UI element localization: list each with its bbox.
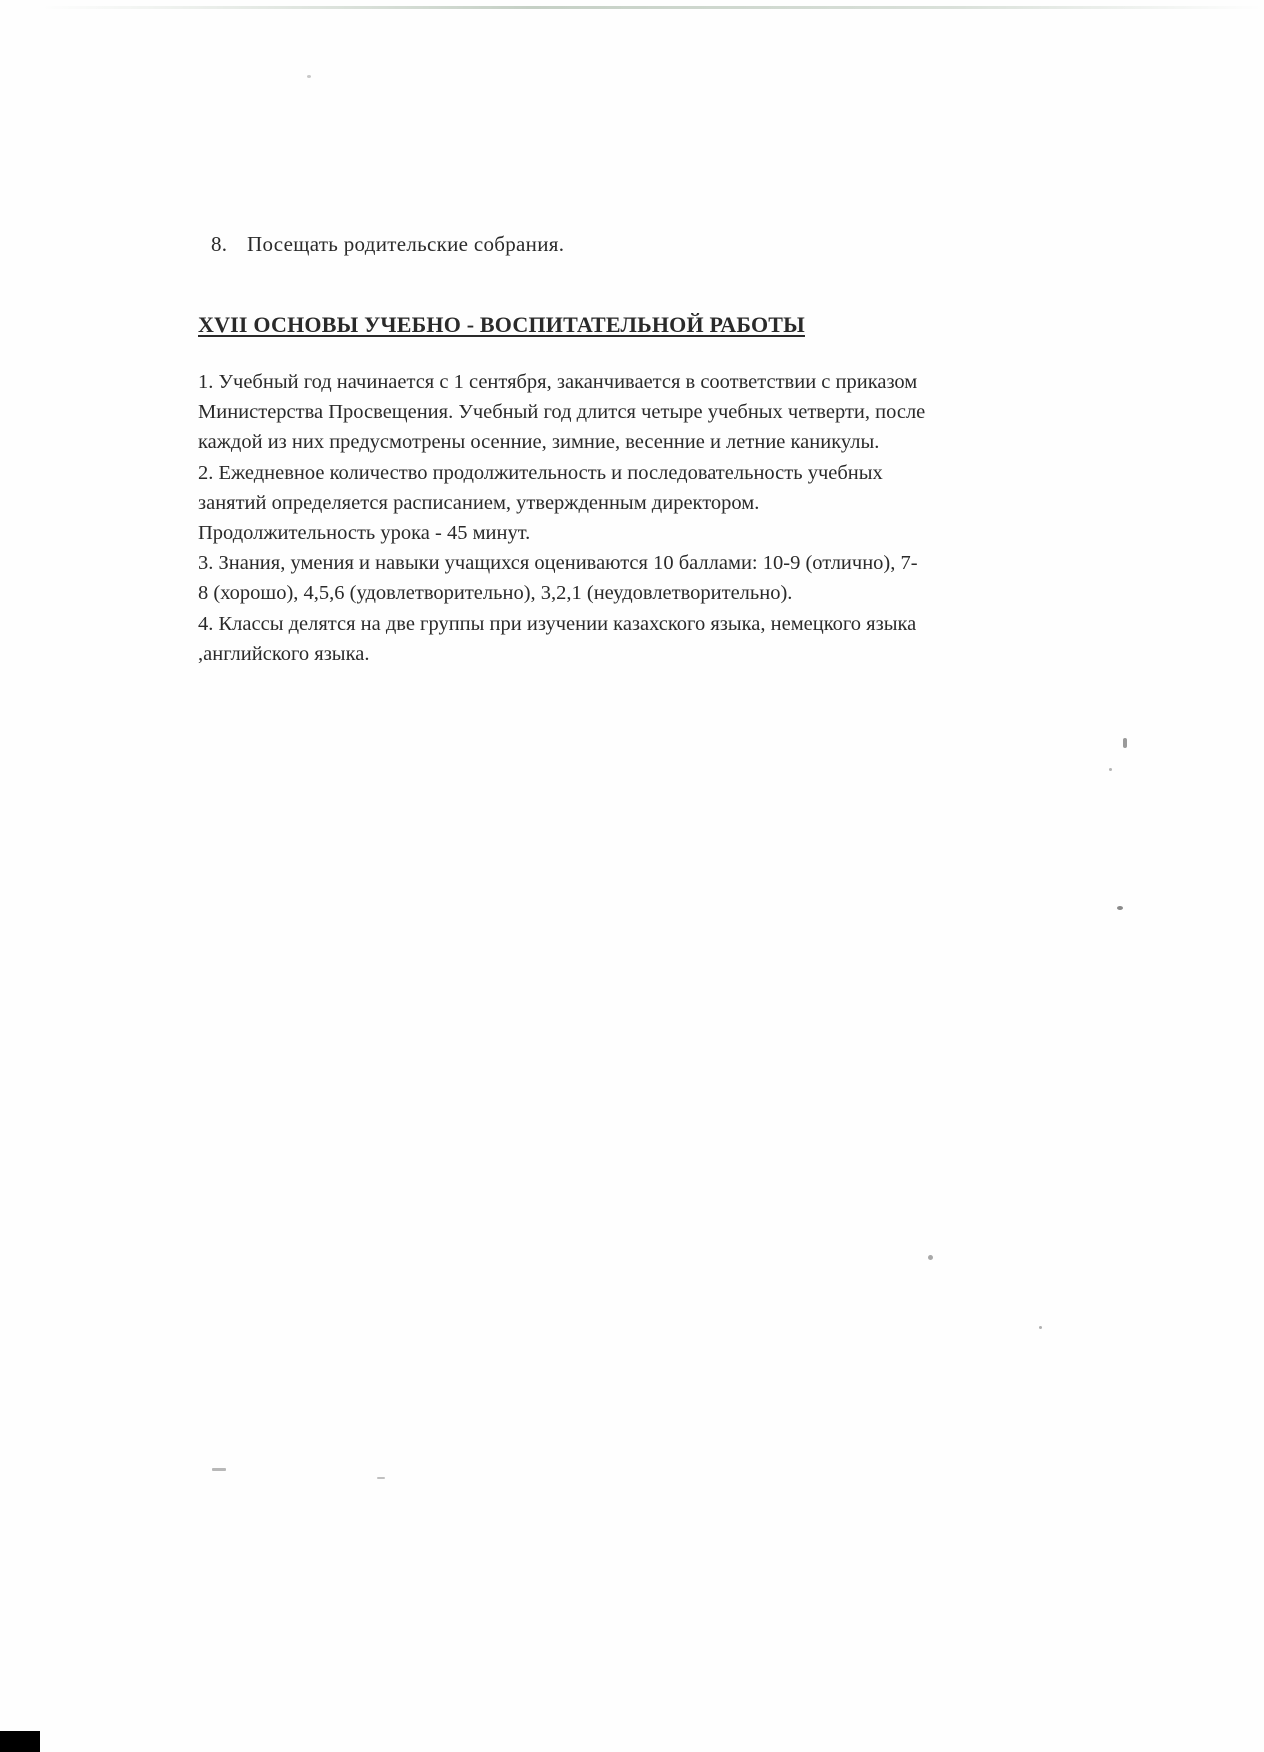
- body-line: 1. Учебный год начинается с 1 сентября, заканчивается в соответствии с приказом: [198, 371, 918, 393]
- scan-speck: [307, 75, 311, 78]
- body-line: Министерства Просвещения. Учебный год длится четыре учебных четверти, после: [198, 401, 926, 424]
- scan-speck: [1109, 768, 1112, 771]
- body-line: Продолжительность урока - 45 минут.: [198, 522, 531, 545]
- scan-speck: [1117, 906, 1123, 910]
- section-title: XVII ОСНОВЫ УЧЕБНО - ВОСПИТАТЕЛЬНОЙ РАБОТЫ: [198, 312, 805, 337]
- body-line: 2. Ежедневное количество продолжительность и последовательность учебных: [198, 461, 883, 484]
- list-item-text: Посещать родительские собрания.: [247, 232, 565, 256]
- scan-speck: [1123, 738, 1127, 748]
- section-body: [198, 367, 1158, 669]
- scan-speck: [928, 1255, 933, 1260]
- list-item-number: 8.: [211, 232, 228, 256]
- body-line: занятий определяется расписанием, утвержденным директором.: [198, 491, 760, 514]
- scan-corner-mark: [0, 1731, 40, 1752]
- body-line: 4. Классы делятся на две группы при изучении казахского языка, немецкого языка: [198, 612, 917, 635]
- scan-speck: [212, 1468, 226, 1471]
- scan-speck: [377, 1477, 385, 1479]
- list-item-8: [211, 232, 564, 257]
- scan-top-edge: [40, 6, 1264, 9]
- body-line: 3. Знания, умения и навыки учащихся оцениваются 10 баллами: 10-9 (отлично), 7-: [198, 552, 918, 575]
- body-line: 8 (хорошо), 4,5,6 (удовлетворительно), 3,2,1 (неудовлетворительно).: [198, 582, 793, 605]
- body-line: ,английского языка.: [198, 642, 370, 665]
- body-line: каждой из них предусмотрены осенние, зимние, весенние и летние каникулы.: [198, 431, 880, 454]
- scan-speck: [1039, 1326, 1042, 1329]
